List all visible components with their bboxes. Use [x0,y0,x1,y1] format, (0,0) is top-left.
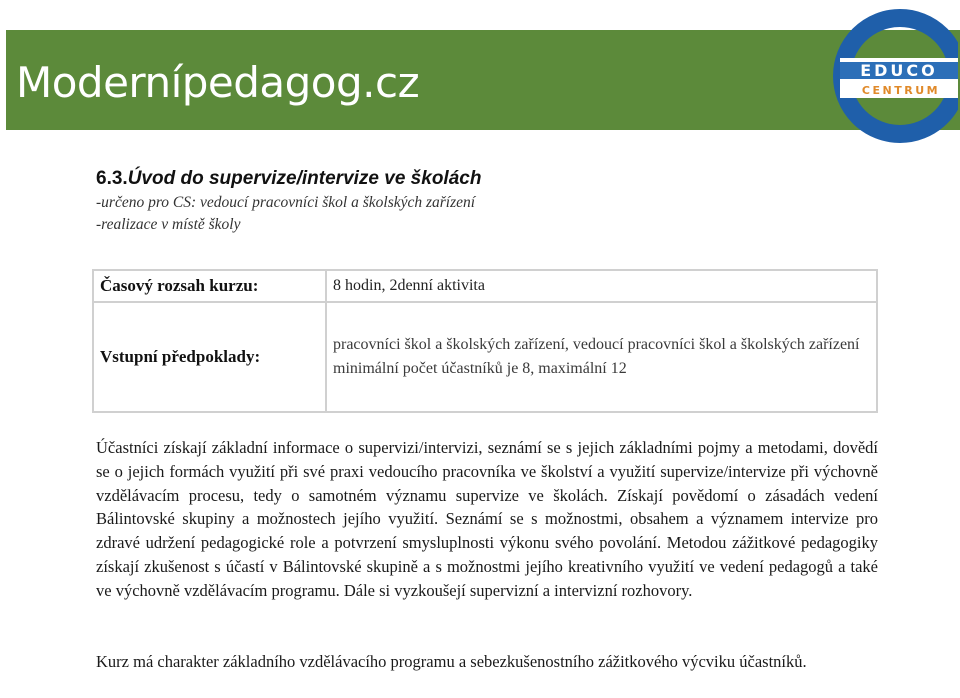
section-title [96,166,882,192]
location-line: -realizace v místě školy [96,216,241,233]
course-description: Účastníci získají základní informace o supervizi/intervizi, seznámí se s jejich základními pojmy a metodami, dovědí se o jejich formách využití při své praxi vedoucího pracovníka ve školství a využití supervize/intervize při výchovně vzdělávacím procesu, tedy o samotném významu supervize ve školách. Získají povědomí o zásadách vedení Bálintovské skupiny a možnostech jejího využití. Seznámí se s možnostmi, obsahem a významem intervize pro zdravé udržení pedagogické role a potvrzení smysluplnosti výkonu svého povolání. Metodou zážitkové pedagogiky získají zkušenost s účastí v Bálintovské skupině a s možnostmi jejího kreativního využití ve vedení pedagogů a také ve výchovně vzdělávacím programu. Dále si vyzkoušejí supervizní a intervizní rozhovory. [96,438,878,600]
table-row [93,302,877,412]
prerequisites-value: pracovníci škol a školských zařízení, vedoucí pracovníci škol a školských zařízení minimální počet účastníků je 8, maximální 12 [326,302,877,412]
section-title-text: Úvod do supervize/intervize ve školách [127,168,482,189]
section-header [96,166,882,236]
prerequisites-label: Vstupní předpoklady: [93,302,326,412]
educo-centrum-logo [826,2,958,152]
header-banner [6,30,960,130]
svg-text:CENTRUM: CENTRUM [861,84,941,97]
course-info-table [92,269,878,413]
duration-label: Časový rozsah kurzu: [93,270,326,302]
table-row [93,270,877,302]
duration-value: 8 hodin, 2denní aktivita [326,270,877,302]
course-character: Kurz má charakter základního vzdělávacího programu a sebezkušenostního zážitkového výcviku účastníků. [96,652,807,671]
site-brand: Modernípedagog.cz [16,58,420,107]
target-audience-line: -určeno pro CS: vedoucí pracovníci škol a školských zařízení [96,194,476,211]
svg-text:EDUCO: EDUCO [860,61,938,80]
section-number: 6.3. [96,168,128,189]
